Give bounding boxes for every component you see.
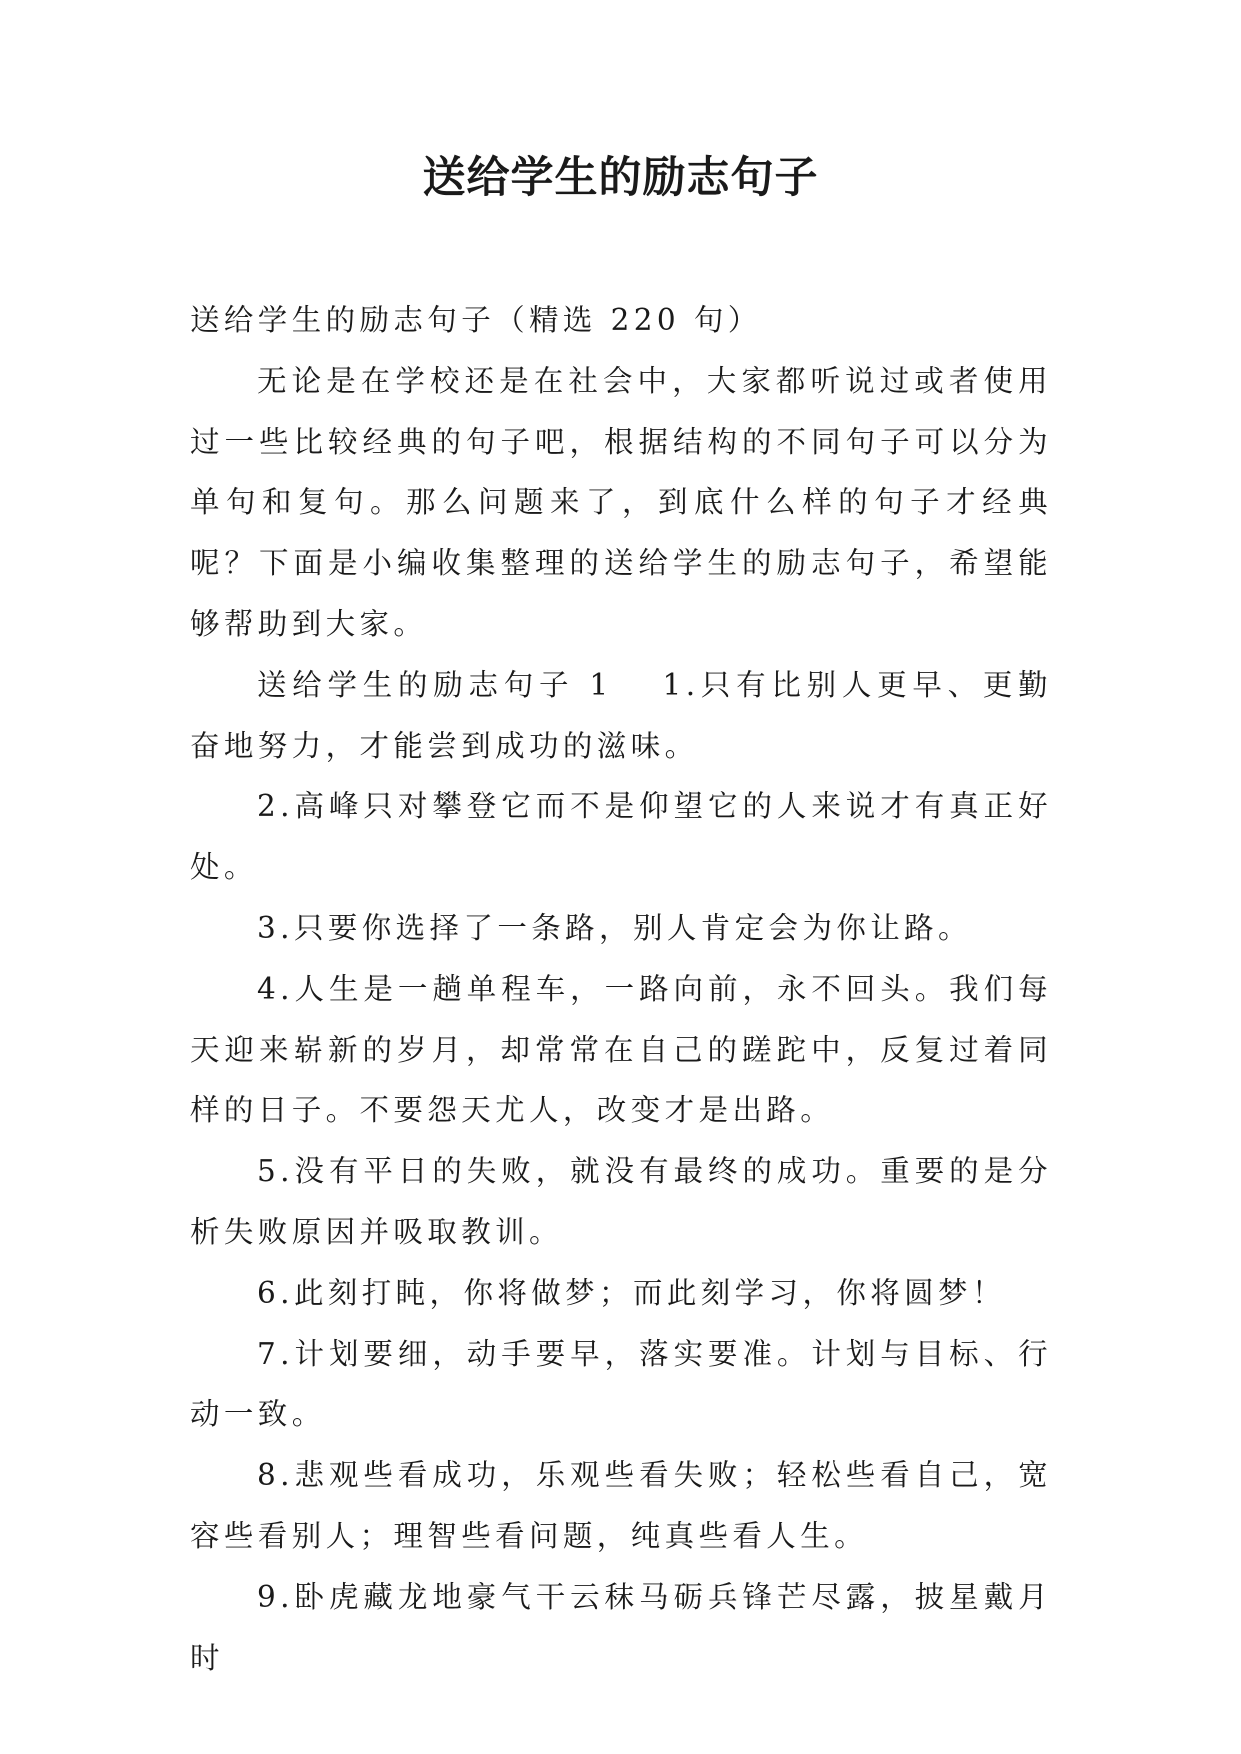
list-item: 5.没有平日的失败，就没有最终的成功。重要的是分析失败原因并吸取教训。: [190, 1154, 1052, 1249]
list-item: 9.卧虎藏龙地豪气干云秣马砺兵锋芒尽露，披星戴月时: [190, 1579, 1052, 1675]
list-item: 6.此刻打盹，你将做梦；而此刻学习，你将圆梦！: [257, 1275, 1006, 1310]
list-item: 3.只要你选择了一条路，别人肯定会为你让路。: [257, 910, 972, 945]
list-item: 7.计划要细，动手要早，落实要准。计划与目标、行动一致。: [190, 1336, 1052, 1432]
list-item: 4.人生是一趟单程车，一路向前，永不回头。我们每天迎来崭新的岁月，却常常在自己的蹉跎中，反复过着同样的日子。不要怨天尤人，改变才是出路。: [190, 971, 1052, 1128]
list-item: 1.只有比别人更早、更勤奋地努力，才能尝到成功的滋味。: [190, 667, 1052, 763]
document-title: 送给学生的励志句子: [422, 153, 819, 203]
document-subtitle: 送给学生的励志句子（精选 220 句）: [190, 303, 762, 337]
section-heading: 送给学生的励志句子 1: [257, 667, 613, 702]
list-item: 2.高峰只对攀登它而不是仰望它的人来说才有真正好处。: [190, 789, 1052, 885]
intro-paragraph: 无论是在学校还是在社会中，大家都听说过或者使用过一些比较经典的句子吧，根据结构的不同句子可以分为单句和复句。那么问题来了，到底什么样的句子才经典呢？下面是小编收集整理的送给学生的励志句子，希望能够帮助到大家。: [190, 363, 1052, 641]
document-body: [190, 290, 1052, 1688]
list-item: 8.悲观些看成功，乐观些看失败；轻松些看自己，宽容些看别人；理智些看问题，纯真些看人生。: [190, 1458, 1052, 1553]
section-paragraph: [190, 655, 1052, 777]
